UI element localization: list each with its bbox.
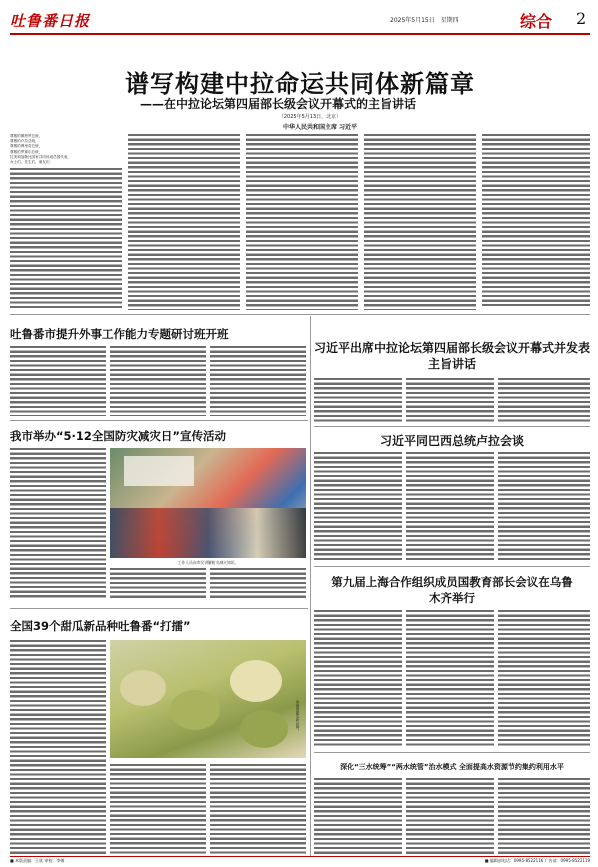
divider xyxy=(10,420,308,421)
story-headline: 深化“三水统筹”“两水统管”治水模式 全面提高水资源节约集约利用水平 xyxy=(340,763,564,771)
footer-rule xyxy=(10,856,590,857)
story-body xyxy=(498,452,590,560)
story-body xyxy=(314,778,402,854)
lead-bottom-rule xyxy=(10,314,590,315)
salute-line: 尊敬的佩特罗总统， xyxy=(10,134,43,138)
story-headline xyxy=(314,340,590,372)
salute-line: 拉美和加勒比国家共同体成员国代表， xyxy=(10,154,72,159)
story-body xyxy=(210,568,306,600)
issue-date xyxy=(390,15,459,24)
lead-col-2 xyxy=(128,134,240,310)
photo-tent xyxy=(124,456,194,486)
story-body xyxy=(110,346,206,416)
melon xyxy=(120,670,166,706)
lead-byline: 中华人民共和国主席 习近平 xyxy=(282,124,358,131)
story-body xyxy=(210,764,306,854)
footer-right: ■ 编辑部电话：0995-8522116 广告部：0995-8522119 xyxy=(484,858,590,863)
story-body xyxy=(498,378,590,422)
story-body xyxy=(406,778,494,854)
story-headline-text: 习近平出席中拉论坛第四届部长级会议开幕式并发表主旨讲话 xyxy=(314,341,591,371)
divider xyxy=(314,566,590,567)
disaster-photo xyxy=(110,448,306,558)
lead-col-1 xyxy=(10,168,122,310)
story-body xyxy=(210,346,306,416)
story-body xyxy=(10,448,106,600)
salute-line: 尊敬的博里奇总统， xyxy=(10,144,43,149)
story-body xyxy=(498,610,590,746)
photo-crowd xyxy=(110,508,306,558)
lead-col-4 xyxy=(364,134,476,310)
story-body xyxy=(314,378,402,422)
photo-caption: 工作人员向市民讲解防灾减灾知识。 xyxy=(177,560,239,565)
melon xyxy=(170,690,220,730)
masthead xyxy=(10,8,590,34)
lead-col-5 xyxy=(482,134,590,306)
newspaper-logo: 吐鲁番日报 xyxy=(10,12,91,30)
melon-photo xyxy=(110,640,306,758)
story-body xyxy=(110,568,206,600)
page-number: 2 xyxy=(576,9,587,28)
melon xyxy=(240,710,288,748)
issue-weekday: 星期四 xyxy=(440,17,459,24)
lead-headline: 谱写构建中拉命运共同体新篇章 xyxy=(125,70,475,98)
story-body xyxy=(10,640,106,854)
story-body xyxy=(314,452,402,560)
issue-date-text: 2025年5月15日 xyxy=(390,17,435,24)
lead-subtitle: ——在中拉论坛第四届部长级会议开幕式的主旨讲话 xyxy=(140,97,417,111)
divider xyxy=(314,426,590,427)
lead-salutes xyxy=(10,134,120,165)
melon xyxy=(230,660,282,702)
story-headline: 我市举办“5·12全国防灾减灾日”宣传活动 xyxy=(10,429,226,443)
story-headline: 全国39个甜瓜新品种吐鲁番“打擂” xyxy=(10,619,191,633)
lead-col-3 xyxy=(246,134,358,310)
lead-dateline: （2025年5月13日，北京） xyxy=(278,114,342,120)
salute-line: 尊敬的罗赛尔总统， xyxy=(10,149,43,154)
masthead-rule xyxy=(10,33,590,35)
salute-line: 尊敬的卢拉总统， xyxy=(10,139,39,144)
story-body xyxy=(406,610,494,746)
story-body xyxy=(498,778,590,854)
photo-caption: 参赛的甜瓜新品种。 xyxy=(296,700,300,733)
story-body xyxy=(406,452,494,560)
story-headline-text: 第九届上海合作组织成员国教育部长会议在乌鲁木齐举行 xyxy=(331,575,573,605)
divider xyxy=(314,752,590,753)
story-body xyxy=(314,610,402,746)
story-headline: 吐鲁番市提升外事工作能力专题研讨班开班 xyxy=(10,327,229,341)
story-body xyxy=(10,346,106,416)
salute-line: 女士们，先生们，朋友们： xyxy=(10,160,54,165)
story-headline xyxy=(330,574,574,606)
column-divider xyxy=(310,316,311,856)
story-body xyxy=(110,764,206,854)
section-name: 综合 xyxy=(520,12,553,31)
divider xyxy=(10,608,308,609)
footer-left: ■ 本版责编：王欣 审校：李娜 xyxy=(10,858,65,863)
story-body xyxy=(406,378,494,422)
story-headline: 习近平同巴西总统卢拉会谈 xyxy=(379,434,524,448)
